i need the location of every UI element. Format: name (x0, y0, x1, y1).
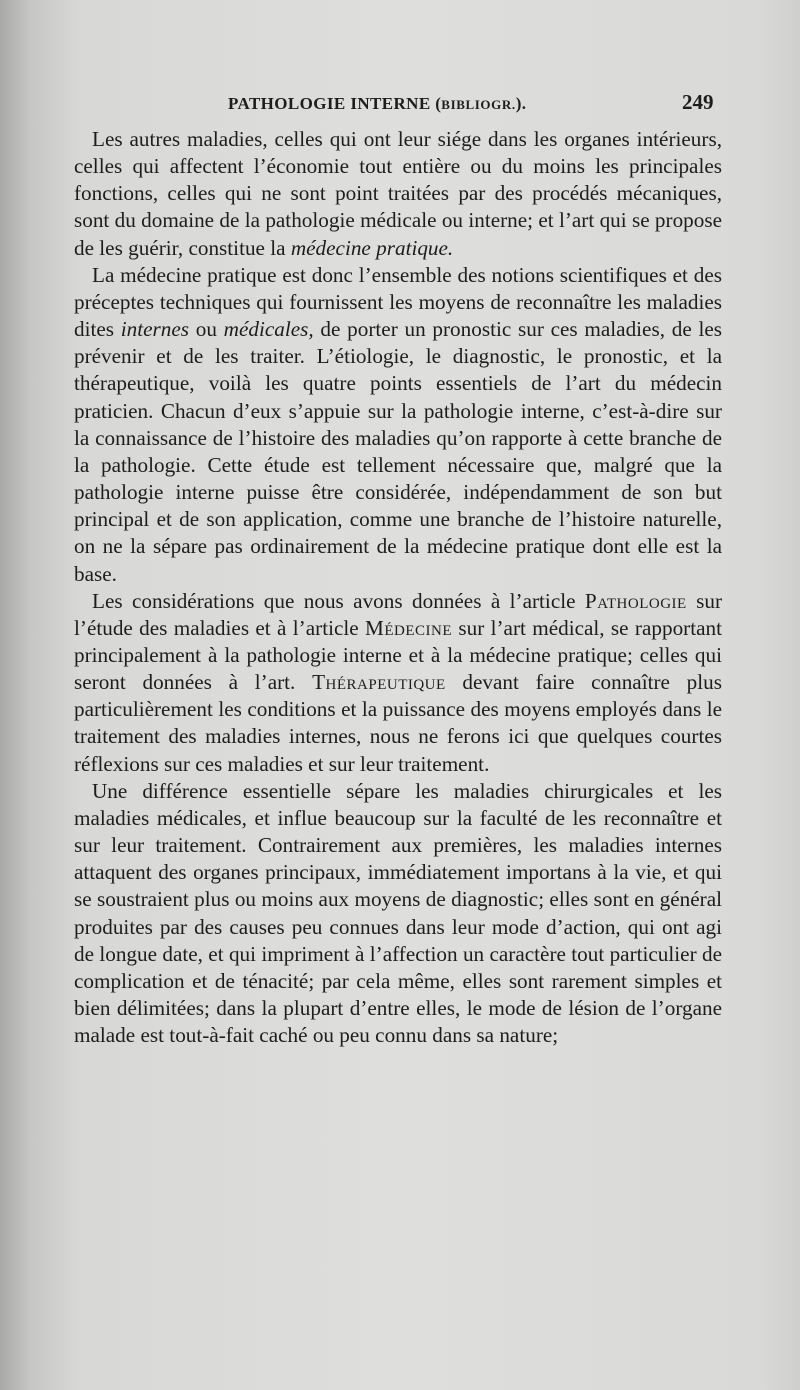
paragraph-2-text-b: ou (189, 317, 224, 342)
paragraph-4-text: Une différence essentielle sépare les maladies chirurgicales et les maladies médicales, et influe beaucoup sur la faculté de les reconnaître et sur leur traitement. Contrairement aux premières, les maladies internes attaquent des organes principaux, immédiatement importans à la vie, et qui se soustraient plus ou moins aux moyens de diagnostic; elles sont en général produites par des causes peu connues dans leur mode d’action, qui ont agi de longue date, et qui impriment à l’affection un caractère tout particulier de complication et de ténacité; par cela même, elles sont rarement simples et bien délimitées; dans la plupart d’entre elles, le mode de lésion de l’organe malade est tout-à-fait caché ou peu connu dans sa nature; (74, 778, 722, 1048)
running-title-main: PATHOLOGIE INTERNE ( (228, 94, 442, 113)
paragraph-2 (74, 262, 722, 588)
paragraph-1-italic: médecine pratique. (290, 235, 454, 260)
page-number: 249 (682, 90, 714, 114)
paragraph-3-text-b: sur l’étude des maladies et à l’article (74, 588, 722, 640)
paragraph-3-text-c: sur l’art médical, se rapportant principalement à la pathologie interne et à la médecine pratique; celles qui seront données à l’art. (74, 615, 722, 695)
paragraph-3-smallcaps-pathologie: Pathologie (584, 588, 687, 613)
paragraph-2-text-a: La médecine pratique est donc l’ensemble des notions scientifiques et des préceptes techniques qui fournissent les moyens de reconnaître les maladies dites (74, 262, 722, 342)
paragraph-3-smallcaps-therapeutique: Thérapeutique (312, 670, 446, 695)
paragraph-2-italic-internes: internes (120, 317, 190, 342)
running-title-close: ). (515, 94, 527, 113)
page-header (0, 88, 800, 122)
running-title (228, 94, 526, 114)
paragraph-3 (74, 588, 722, 778)
paragraph-3-text-d: devant faire connaître plus particulièrement les conditions et la puissance des moyens employés dans le traitement des maladies internes, nous ne ferons ici que quelques courtes réflexions sur ces maladies et sur leur traitement. (74, 670, 722, 776)
paragraph-3-text-a: Les considérations que nous avons données à l’article (92, 588, 585, 613)
paragraph-1 (74, 126, 722, 262)
paragraph-4 (74, 778, 722, 1050)
paragraph-3-smallcaps-medecine: Médecine (365, 615, 453, 640)
body-text (74, 126, 722, 1049)
paragraph-1-text: Les autres maladies, celles qui ont leur siége dans les organes intérieurs, celles qui affectent l’économie tout entière ou du moins les principales fonctions, celles qui ne sont point traitées par des procédés mécaniques, sont du domaine de la pathologie médicale ou interne; et l’art qui se propose de les guérir, constitue la (74, 127, 722, 260)
paragraph-2-italic-medicales: médicales, (223, 317, 314, 342)
running-title-abbr: BIBLIOGR. (441, 97, 516, 112)
paragraph-2-text-c: de porter un pronostic sur ces maladies, de les prévenir et de les traiter. L’étiologie, le diagnostic, le pronostic, et la thérapeutique, voilà les quatre points essentiels de l’art du médecin praticien. Chacun d’eux s’appuie sur la pathologie interne, c’est-à-dire sur la connaissance de l’histoire des maladies qu’on rapporte à cette branche de la pathologie. Cette étude est tellement nécessaire que, malgré que la pathologie interne puisse être considérée, indépendamment de son but principal et de son application, comme une branche de l’histoire naturelle, on ne la sépare pas ordinairement de la médecine pratique dont elle est la base. (74, 317, 722, 586)
